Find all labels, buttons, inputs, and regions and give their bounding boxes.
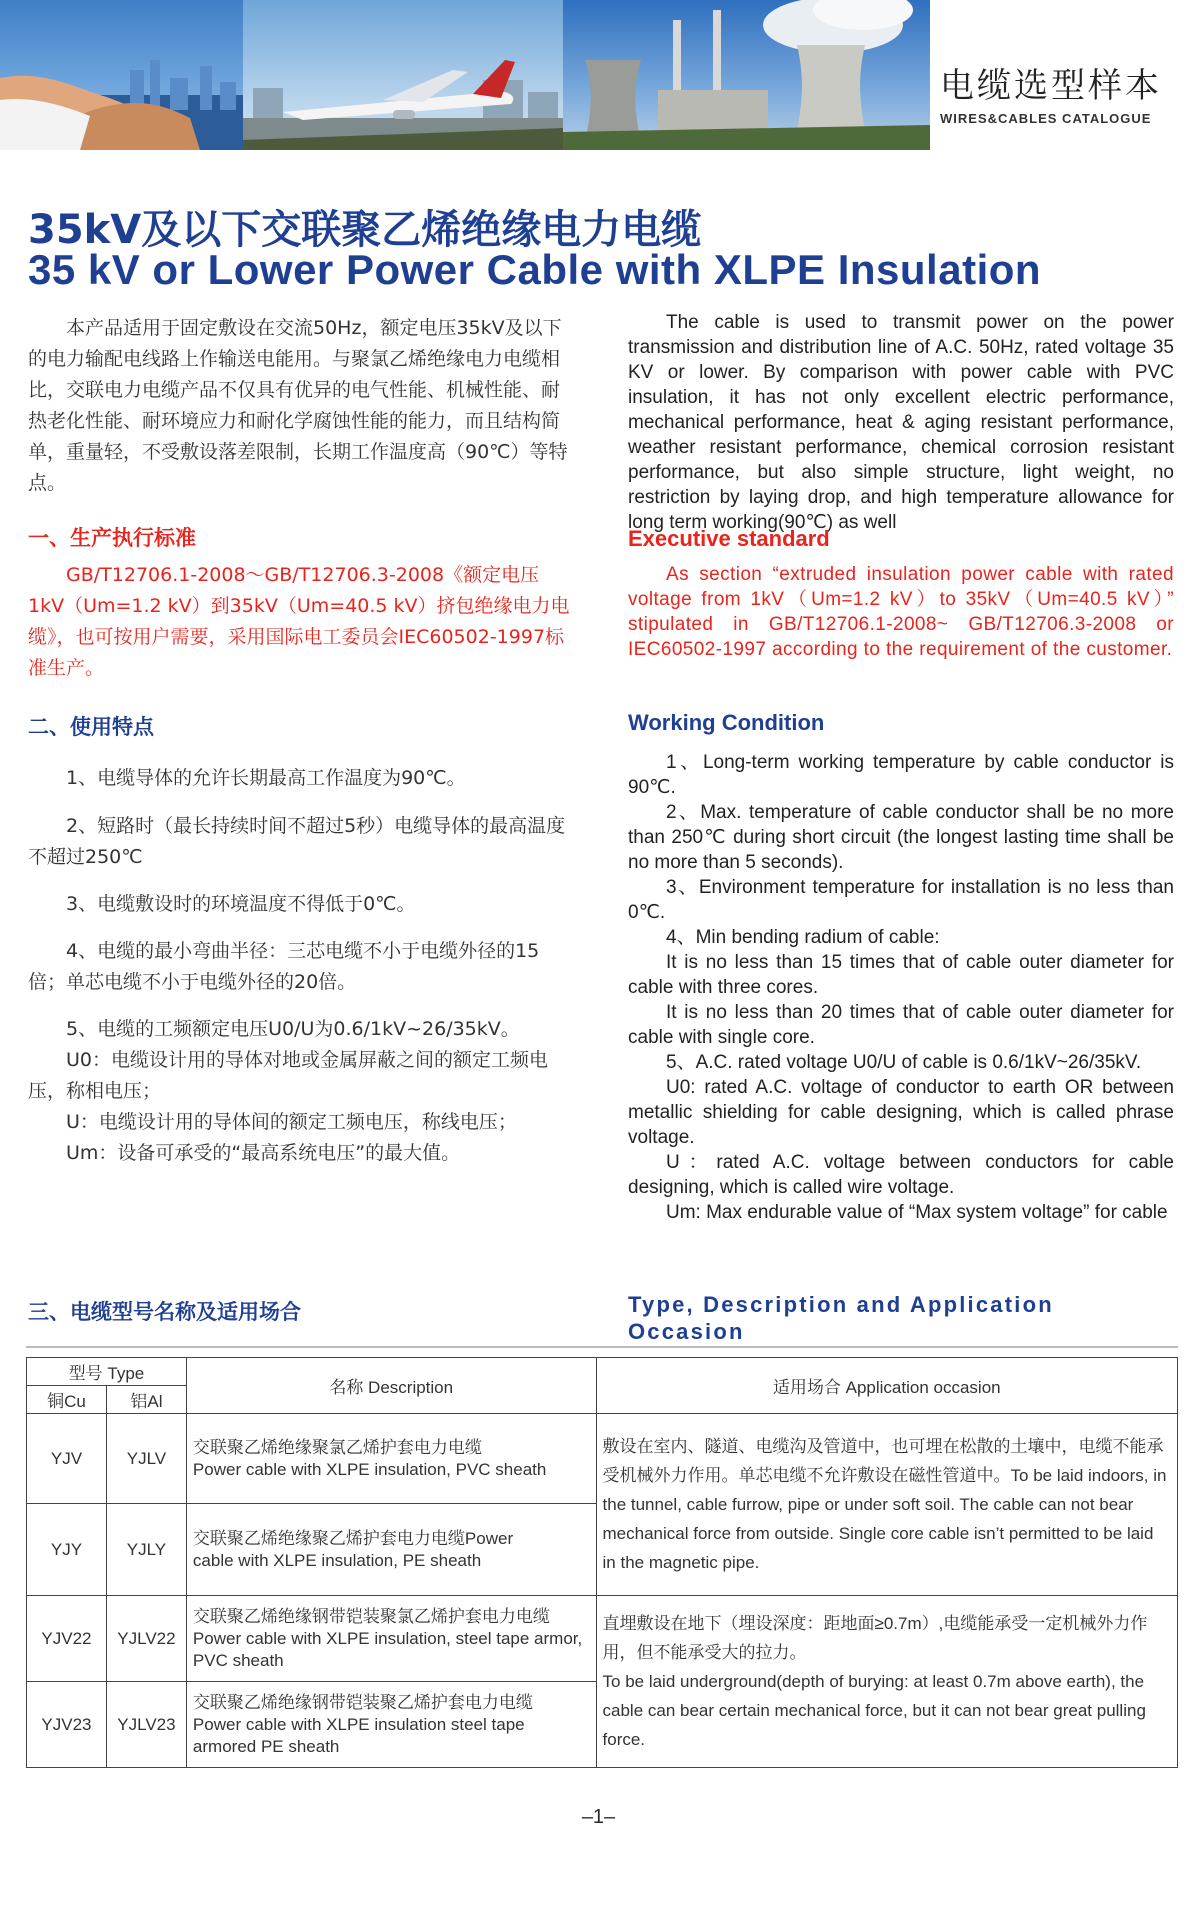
model-cu: YJV23: [27, 1682, 107, 1768]
working-item-cn-3: 3、电缆敷设时的环境温度不得低于0℃。: [66, 893, 416, 915]
model-al: YJLY: [106, 1504, 186, 1596]
power-plant-image: [563, 0, 930, 150]
working-item-en-3: 3、Environment temperature for installation is no less than 0℃.: [628, 877, 1174, 923]
col-header-model: 型号 Type: [27, 1358, 187, 1386]
desc-cn: 交联聚乙烯绝缘钢带铠装聚氯乙烯护套电力电缆: [192, 1606, 550, 1626]
working-heading-cn: 二、使用特点: [28, 715, 154, 739]
page-title-cn: 35kV及以下交联聚乙烯绝缘电力电缆: [28, 207, 702, 253]
desc-cn: 交联聚乙烯绝缘钢带铠装聚乙烯护套电力电缆: [192, 1692, 533, 1712]
page-title-en: 35 kV or Lower Power Cable with XLPE Insulation: [28, 246, 1042, 293]
brand-title-en: WIRES&CABLES CATALOGUE: [940, 111, 1152, 126]
working-item-en-2: 2、Max. temperature of cable conductor shall be no more than 250℃ during short circuit (the longest lasting time shall be no more than 5 seconds).: [628, 802, 1174, 873]
standard-heading-cn: 一、生产执行标准: [28, 526, 196, 550]
working-heading-en: Working Condition: [628, 710, 825, 735]
application-underground-en: To be laid underground(depth of burying: at least 0.7m above earth), the cable can bear certain mechanical force, but it can not bear great pulling force.: [602, 1672, 1146, 1749]
working-item-cn-2: 2、短路时（最长持续时间不超过5秒）电缆导体的最高温度不超过250℃: [28, 815, 566, 868]
intro-cn: 本产品适用于固定敷设在交流50Hz，额定电压35kV及以下的电力输配电线路上作输送电能用。与聚氯乙烯绝缘电力电缆相比，交联电力电缆产品不仅具有优异的电气性能、机械性能、耐热老化性能、耐环境应力和耐化学腐蚀性能的能力，而且结构简单，重量轻，不受敷设落差限制，长期工作温度高（90℃）等特点。: [28, 317, 568, 494]
desc-cn: 交联聚乙烯绝缘聚氯乙烯护套电力电缆: [192, 1437, 482, 1457]
standard-heading-en: Executive standard: [628, 526, 830, 551]
brand-title-cn: 电缆选型样本: [940, 66, 1162, 106]
col-header-description: 名称 Description: [186, 1358, 596, 1414]
table-top-rule: [26, 1346, 1178, 1348]
desc-en: Power cable with XLPE insulation steel tape armored PE sheath: [192, 1714, 525, 1756]
model-cu: YJV: [27, 1414, 107, 1504]
working-item-cn-8: Um：设备可承受的“最高系统电压”的最大值。: [66, 1142, 461, 1164]
model-cu: YJY: [27, 1504, 107, 1596]
working-item-en-9: U：rated A.C. voltage between conductors for cable designing, which is called wire voltage.: [628, 1152, 1174, 1198]
table-row: [27, 1414, 1178, 1504]
working-item-cn-7: U：电缆设计用的导体间的额定工频电压，称线电压；: [66, 1111, 517, 1133]
col-header-cu: 铜Cu: [27, 1386, 107, 1414]
intro-en: The cable is used to transmit power on the power transmission and distribution line of A.C. 50Hz, rated voltage 35 KV or lower. By comparison with power cable with PVC insulation, it has not only excellent electric performance, mechanical performance, heat & aging resistant performance, weather resistant performance, chemical corrosion resistant performance, but also simple structure, light weight, no restriction by laying drop, and high temperature allowance for long term working(90℃) as well: [628, 312, 1174, 533]
types-heading-en: Type, Description and Application Occasion: [628, 1292, 1054, 1344]
header-banner: [0, 0, 930, 150]
working-item-en-5: It is no less than 15 times that of cable outer diameter for cable with three cores.: [628, 952, 1174, 998]
application-indoor: 敷设在室内、隧道、电缆沟及管道中，也可埋在松散的土壤中，电缆不能承受机械外力作用。单芯电缆不允许敷设在磁性管道中。To be laid indoors, in the tunnel, cable furrow, pipe or under soft soil. The cable can not bear mechanical force from outside. Single core cable isn’t permitted to be laid in the magnetic pipe.: [596, 1414, 1177, 1596]
working-item-en-8: U0: rated A.C. voltage of conductor to earth OR between metallic shielding for cable designing, which is called phrase voltage.: [628, 1077, 1174, 1148]
model-al: YJLV23: [106, 1682, 186, 1768]
working-list-en: [628, 750, 1174, 1225]
col-header-application: 适用场合 Application occasion: [596, 1358, 1177, 1414]
working-item-cn-4: 4、电缆的最小弯曲半径：三芯电缆不小于电缆外径的15倍；单芯电缆不小于电缆外径的20倍。: [28, 940, 540, 993]
desc-en: Power cable with XLPE insulation, PVC sheath: [192, 1459, 547, 1479]
working-item-en-1: 1、Long-term working temperature by cable conductor is 90℃.: [628, 752, 1174, 798]
model-al: YJLV22: [106, 1596, 186, 1682]
handshake-image: [0, 0, 243, 150]
working-item-en-7: 5、A.C. rated voltage U0/U of cable is 0.6/1kV~26/35kV.: [666, 1052, 1142, 1073]
working-item-cn-1: 1、电缆导体的允许长期最高工作温度为90℃。: [66, 767, 466, 789]
desc-en: Power cable with XLPE insulation, steel tape armor, PVC sheath: [192, 1628, 583, 1670]
model-cu: YJV22: [27, 1596, 107, 1682]
working-item-cn-6: U0：电缆设计用的导体对地或金属屏蔽之间的额定工频电压，称相电压；: [28, 1049, 548, 1102]
application-underground-cn: 直埋敷设在地下（埋设深度：距地面≥0.7m）,电缆能承受一定机械外力作用，但不能承受大的拉力。: [602, 1614, 1148, 1662]
col-header-al: 铝Al: [106, 1386, 186, 1414]
model-al: YJLV: [106, 1414, 186, 1504]
desc-en: cable with XLPE insulation, PE sheath: [192, 1550, 482, 1570]
standard-body-en: As section “extruded insulation power cable with rated voltage from 1kV（Um=1.2 kV）to 35kV（Um=40.5 kV）” stipulated in GB/T12706.1-2008~ GB/T12706.3-2008 or IEC60502-1997 according to the requirement of the customer.: [628, 564, 1174, 660]
working-list-cn: [28, 763, 574, 1169]
types-heading-cn: 三、电缆型号名称及适用场合: [28, 1300, 301, 1324]
airplane-image: [243, 0, 563, 150]
page-number: –1–: [581, 1806, 616, 1828]
working-item-en-6: It is no less than 20 times that of cable outer diameter for cable with single core.: [628, 1002, 1174, 1048]
working-item-cn-5: 5、电缆的工频额定电压U0/U为0.6/1kV~26/35kV。: [66, 1018, 520, 1040]
cable-type-table: [26, 1357, 1178, 1768]
working-item-en-4: 4、Min bending radium of cable:: [666, 927, 940, 948]
working-item-en-10: Um: Max endurable value of “Max system voltage” for cable: [666, 1202, 1168, 1223]
application-underground: [596, 1596, 1177, 1768]
desc-cn: 交联聚乙烯绝缘聚乙烯护套电力电缆Power: [192, 1528, 514, 1548]
table-row: [27, 1596, 1178, 1682]
standard-body-cn: GB/T12706.1-2008～GB/T12706.3-2008《额定电压1kV（Um=1.2 kV）到35kV（Um=40.5 kV）挤包绝缘电力电缆》，也可按用户需要，采用国际电工委员会IEC60502-1997标准生产。: [28, 564, 570, 679]
catalogue-brand: [940, 58, 1190, 126]
